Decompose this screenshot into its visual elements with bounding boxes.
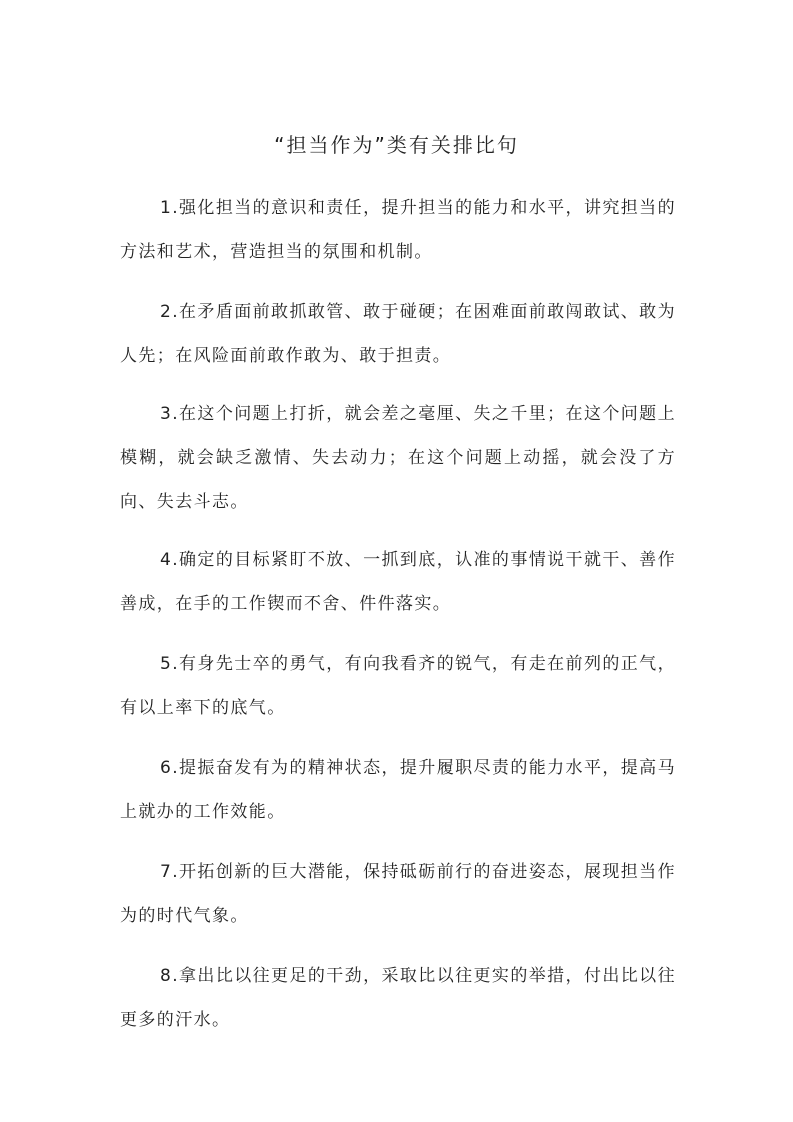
paragraph-8: 8.拿出比以往更足的干劲，采取比以往更实的举措，付出比以往更多的汗水。 <box>120 966 676 1030</box>
paragraph-5: 5.有身先士卒的勇气，有向我看齐的锐气，有走在前列的正气，有以上率下的底气。 <box>120 654 676 718</box>
paragraph-2: 2.在矛盾面前敢抓敢管、敢于碰硬；在困难面前敢闯敢试、敢为人先；在风险面前敢作敢为、敢于担责。 <box>120 302 676 366</box>
paragraph-3: 3.在这个问题上打折，就会差之毫厘、失之千里；在这个问题上模糊，就会缺乏激情、失去动力；在这个问题上动摇，就会没了方向、失去斗志。 <box>120 404 676 512</box>
paragraph-6: 6.提振奋发有为的精神状态，提升履职尽责的能力水平，提高马上就办的工作效能。 <box>120 758 676 822</box>
paragraph-4: 4.确定的目标紧盯不放、一抓到底，认准的事情说干就干、善作善成，在手的工作锲而不舍、件件落实。 <box>120 550 676 614</box>
document-title: “担当作为”类有关排比句 <box>274 133 519 157</box>
paragraph-1: 1.强化担当的意识和责任，提升担当的能力和水平，讲究担当的方法和艺术，营造担当的氛围和机制。 <box>120 198 676 262</box>
paragraph-7: 7.开拓创新的巨大潜能，保持砥砺前行的奋进姿态，展现担当作为的时代气象。 <box>120 862 676 926</box>
